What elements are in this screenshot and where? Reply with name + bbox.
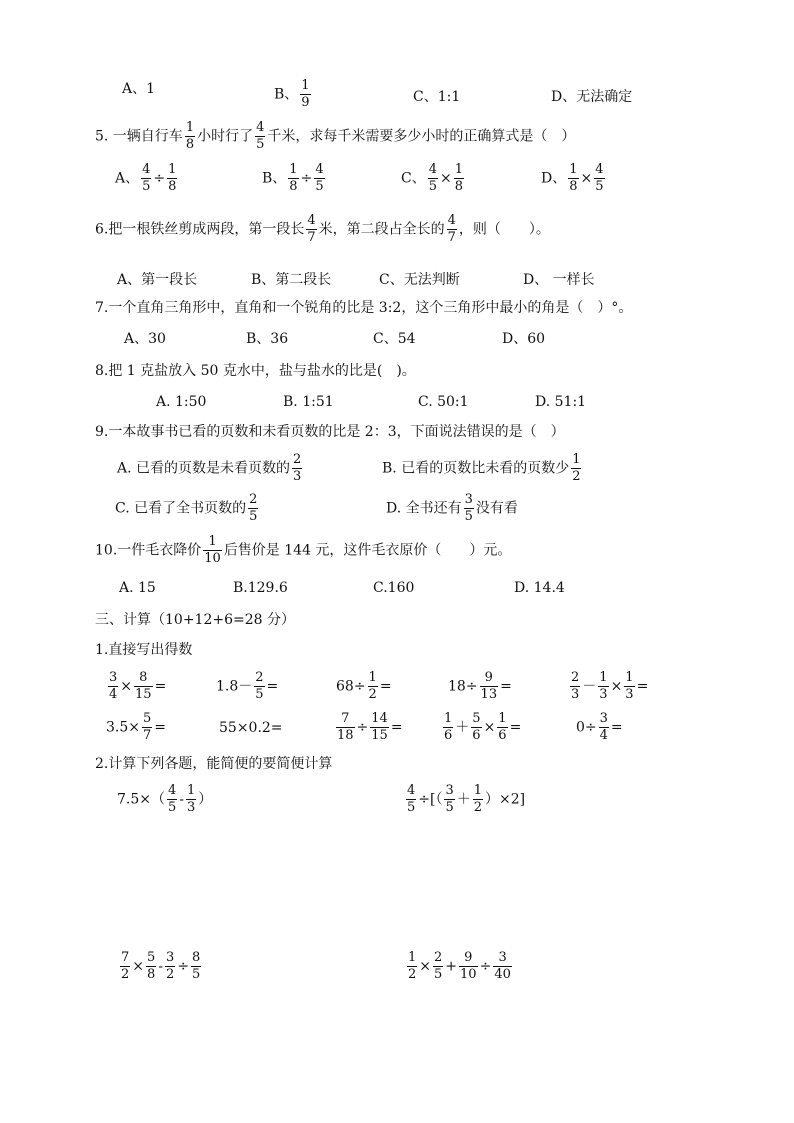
q9-option-b: B. 已看的页数比未看的页数少 $\frac{1}{2}$ (382, 452, 581, 484)
section-3-title: 三、计算（10+12+6=28 分） (95, 612, 295, 628)
q6-option-a: A、第一段长 (117, 272, 198, 288)
q4-option-b: B、 $\frac{1}{9}$ (274, 78, 310, 110)
question-8: 8.把 1 克盐放入 50 克水中，盐与盐水的比是( )。 (95, 363, 416, 379)
q10-option-c: C.160 (373, 580, 415, 596)
calc-4: $\frac{1}{2}$ × $\frac{2}{5}$ + $\frac{9}{10}$ ÷ $\frac{3}{40}$ (408, 950, 511, 982)
q7-option-b: B、36 (246, 331, 289, 347)
question-7: 7.一个直角三角形中，直角和一个锐角的比是 3:2，这个三角形中最小的角是（ ）°。 (95, 300, 633, 316)
expr-1-5: $\frac{2}{3}$ － $\frac{1}{3}$ × $\frac{1}{3}$ = (571, 670, 649, 702)
q7-option-a: A、30 (124, 331, 166, 347)
q7-option-d: D、60 (502, 331, 546, 347)
q9-option-d: D. 全书还有 $\frac{3}{5}$ 没有看 (386, 492, 518, 524)
q8-option-d: D. 51:1 (535, 394, 587, 410)
q9-option-c: C. 已看了全书页数的 $\frac{2}{5}$ (115, 492, 258, 524)
q10-option-b: B.129.6 (233, 580, 288, 596)
expr-2-1: 3.5× $\frac{5}{7}$ = (106, 711, 167, 743)
q4-options (122, 82, 155, 96)
expr-1-1: $\frac{3}{4}$ × $\frac{8}{15}$ = (109, 670, 167, 702)
question-6: 6.把一根铁丝剪成两段，第一段长 $\frac{4}{7}$ 米，第二段占全长的 $\frac{4}{7}$ ，则（ ）。 (95, 213, 550, 245)
q4-option-a: A、1 (122, 81, 156, 97)
calc-3: $\frac{7}{2}$ × $\frac{5}{8}$ - $\frac{3}{2}$ ÷ $\frac{8}{5}$ (121, 950, 201, 982)
expr-2-2: 55×0.2= (219, 720, 283, 736)
q6-option-d: D、 一样长 (523, 272, 595, 288)
question-10: 10.一件毛衣降价 $\frac{1}{10}$ 后售价是 144 元，这件毛衣原价（ ）元。 (95, 534, 512, 566)
question-5: 5. 一辆自行车 $\frac{1}{8}$ 小时行了 $\frac{4}{5}$ 千米，求每千米需要多少小时的正确算式是（ ） (95, 120, 576, 152)
q5-option-d: D、 $\frac{1}{8}$ × $\frac{4}{5}$ (541, 162, 604, 194)
q8-option-a: A. 1:50 (156, 394, 207, 410)
q7-option-c: C、54 (373, 331, 416, 347)
q5-option-b: B、 $\frac{1}{8}$ ÷ $\frac{4}{5}$ (262, 162, 324, 194)
q10-option-a: A. 15 (119, 580, 156, 596)
q5-option-c: C、 $\frac{4}{5}$ × $\frac{1}{8}$ (401, 162, 464, 194)
q9-option-a: A. 已看的页数是未看页数的 $\frac{2}{3}$ (117, 452, 302, 484)
part-1-title: 1.直接写出得数 (95, 642, 193, 658)
expr-1-3: 68÷ $\frac{1}{2}$ = (336, 670, 392, 702)
fraction: $\frac{4}{5}$ (256, 120, 265, 152)
q6-option-c: C、无法判断 (379, 272, 460, 288)
fraction: $\frac{1}{8}$ (185, 120, 195, 152)
expr-2-4: $\frac{1}{6}$ ＋ $\frac{5}{6}$ × $\frac{1}{6}$ = (444, 711, 522, 743)
q8-option-c: C. 50:1 (418, 394, 469, 410)
q10-option-d: D. 14.4 (514, 580, 565, 596)
expr-2-3: $\frac{7}{18}$ ÷ $\frac{14}{15}$ = (337, 711, 403, 743)
q8-option-b: B. 1:51 (283, 394, 334, 410)
fraction: $\frac{1}{9}$ (301, 78, 310, 110)
q6-option-b: B、第二段长 (251, 272, 332, 288)
q5-option-a: A、 $\frac{4}{5}$ ÷ $\frac{1}{8}$ (115, 162, 177, 194)
expr-1-2: 1.8－ $\frac{2}{5}$ = (216, 670, 279, 702)
q4-option-d: D、无法确定 (551, 89, 633, 105)
calc-1: 7.5×（ $\frac{4}{5}$ - $\frac{1}{3}$ ） (117, 783, 213, 815)
q4-option-c: C、1:1 (413, 89, 461, 105)
expr-1-4: 18÷ $\frac{9}{13}$ = (448, 670, 512, 702)
calc-2: $\frac{4}{5}$ ÷[（ $\frac{3}{5}$ ＋ $\frac{1}{2}$ ）×2] (407, 783, 526, 815)
question-9: 9.一本故事书已看的页数和未看页数的比是 2：3，下面说法错误的是（ ） (95, 424, 565, 440)
expr-2-5: 0÷ $\frac{3}{4}$ = (576, 711, 623, 743)
part-2-title: 2.计算下列各题，能简便的要简便计算 (95, 756, 333, 772)
